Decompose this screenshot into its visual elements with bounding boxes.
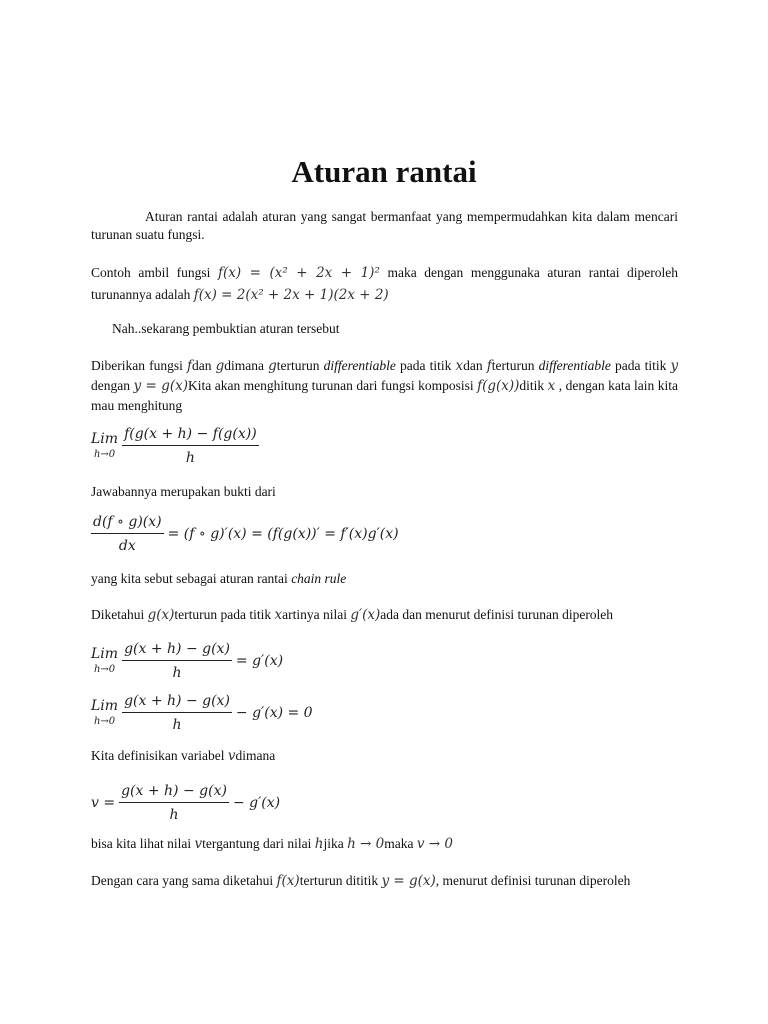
example-paragraph [91,262,678,306]
given-math: g [268,358,277,374]
example-formula-2: f(x) = 2(x² + 2x + 1)(2x + 2) [193,287,389,303]
known-text: artinya nilai [282,607,348,622]
depend-paragraph [91,835,678,853]
depend-text: tergantung dari nilai [202,836,312,851]
equation-rhs: − g′(x) [232,795,281,811]
given-math: f(g(x)) [477,378,520,394]
equation-lhs: v = [91,795,116,811]
limit-label: Lim [91,698,119,714]
given-text: pada titik [614,358,667,373]
page-title: Aturan rantai [291,154,477,189]
given-text: dan [463,358,483,373]
same-paragraph [91,872,678,890]
fraction-numerator: g(x + h) − g(x) [122,640,232,661]
define-math: v [227,748,236,764]
fraction-numerator: f(g(x + h) − f(g(x)) [122,425,259,446]
equation-v-definition [91,782,280,824]
given-text: , dengan kata lain kita mau menghitung [91,378,679,413]
equation-chain-rule [91,513,399,555]
given-math: f [186,358,192,374]
same-text: Dengan cara yang sama diketahui [91,873,274,888]
equation-limit-composite [91,425,259,467]
given-math: g [215,358,225,374]
depend-math: v [194,836,203,852]
limit-subscript: h→0 [93,716,116,727]
equation-derivative-definition [91,640,283,682]
equation-rhs: = (f ∘ g)′(x) = (f(g(x))′ = f′(x)g′(x) [167,526,399,542]
known-paragraph [91,606,678,624]
fraction-numerator: d(f ∘ g)(x) [91,513,164,534]
chain-rule-paragraph [91,570,678,588]
fraction [91,513,164,555]
chain-text: yang kita sebut sebagai aturan rantai [91,571,288,586]
answer-paragraph: Jawabannya merupakan bukti dari [91,484,276,499]
given-text: dan [191,358,212,373]
limit-label: Lim [91,646,119,662]
fraction [122,425,259,467]
given-math: y = g(x) [133,378,188,394]
fraction-denominator: h [169,807,179,823]
same-math: y = g(x) [381,873,436,889]
define-text: dimana [235,748,276,763]
given-text: dimana [224,358,264,373]
given-text: dengan [91,378,130,393]
fraction-denominator: h [172,665,182,681]
given-math: x [547,378,556,394]
given-math: x [455,358,464,374]
fraction-denominator: h [185,450,195,466]
same-text: , menurut definisi turunan diperoleh [435,873,631,888]
differentiable-term: differentiable [538,358,611,373]
limit-subscript: h→0 [93,449,116,460]
fraction-denominator: h [172,717,182,733]
limit-subscript: h→0 [93,664,116,675]
differentiable-term: differentiable [323,358,396,373]
example-text-1: Contoh ambil fungsi [91,265,211,280]
depend-text: bisa kita lihat nilai [91,836,192,851]
given-math: y [670,358,679,374]
limit-label: Lim [91,431,119,447]
known-math: g(x) [147,607,175,623]
known-math: g′(x) [350,607,381,623]
limit-operator [91,431,118,461]
known-text: terturun pada titik [174,607,272,622]
depend-math: h → 0 [347,836,385,852]
given-text: terturun [491,358,535,373]
define-text: Kita definisikan variabel [91,748,225,763]
equation-rhs: = g′(x) [235,653,284,669]
intro-paragraph: Aturan rantai adalah aturan yang sangat bermanfaat yang mempermudahkan kita dalam mencari turunan suatu fungsi. [91,209,678,242]
chain-rule-term: chain rule [291,571,347,586]
equation-rhs: − g′(x) = 0 [235,705,313,721]
given-text: terturun [276,358,320,373]
same-math: f(x) [276,873,300,889]
nah-paragraph: Nah..sekarang pembuktian aturan tersebut [112,321,340,336]
depend-math: h [314,836,324,852]
given-paragraph [91,356,678,415]
known-math: x [274,607,283,623]
known-text: Diketahui [91,607,145,622]
given-text: pada titik [400,358,452,373]
fraction [122,640,232,682]
given-math: f [486,358,492,374]
example-formula-1: f(x) = (x² + 2x + 1)² [218,265,380,281]
limit-operator [91,646,118,676]
depend-math: v → 0 [416,836,453,852]
fraction-numerator: g(x + h) − g(x) [119,782,229,803]
depend-text: maka [384,836,414,851]
fraction [122,692,232,734]
example-text-2: maka dengan menggunaka aturan rantai diperoleh turunannya adalah [91,265,679,302]
given-text: ditik [519,378,545,393]
given-text: Kita akan menghitung turunan dari fungsi komposisi [188,378,474,393]
limit-operator [91,698,118,728]
fraction-numerator: g(x + h) − g(x) [122,692,232,713]
depend-text: jika [323,836,344,851]
known-text: ada dan menurut definisi turunan diperoleh [380,607,614,622]
equation-derivative-zero [91,692,313,734]
define-paragraph [91,747,678,765]
fraction-denominator: dx [118,538,136,554]
given-text: Diberikan fungsi [91,358,183,373]
same-text: terturun dititik [299,873,379,888]
fraction [119,782,229,824]
